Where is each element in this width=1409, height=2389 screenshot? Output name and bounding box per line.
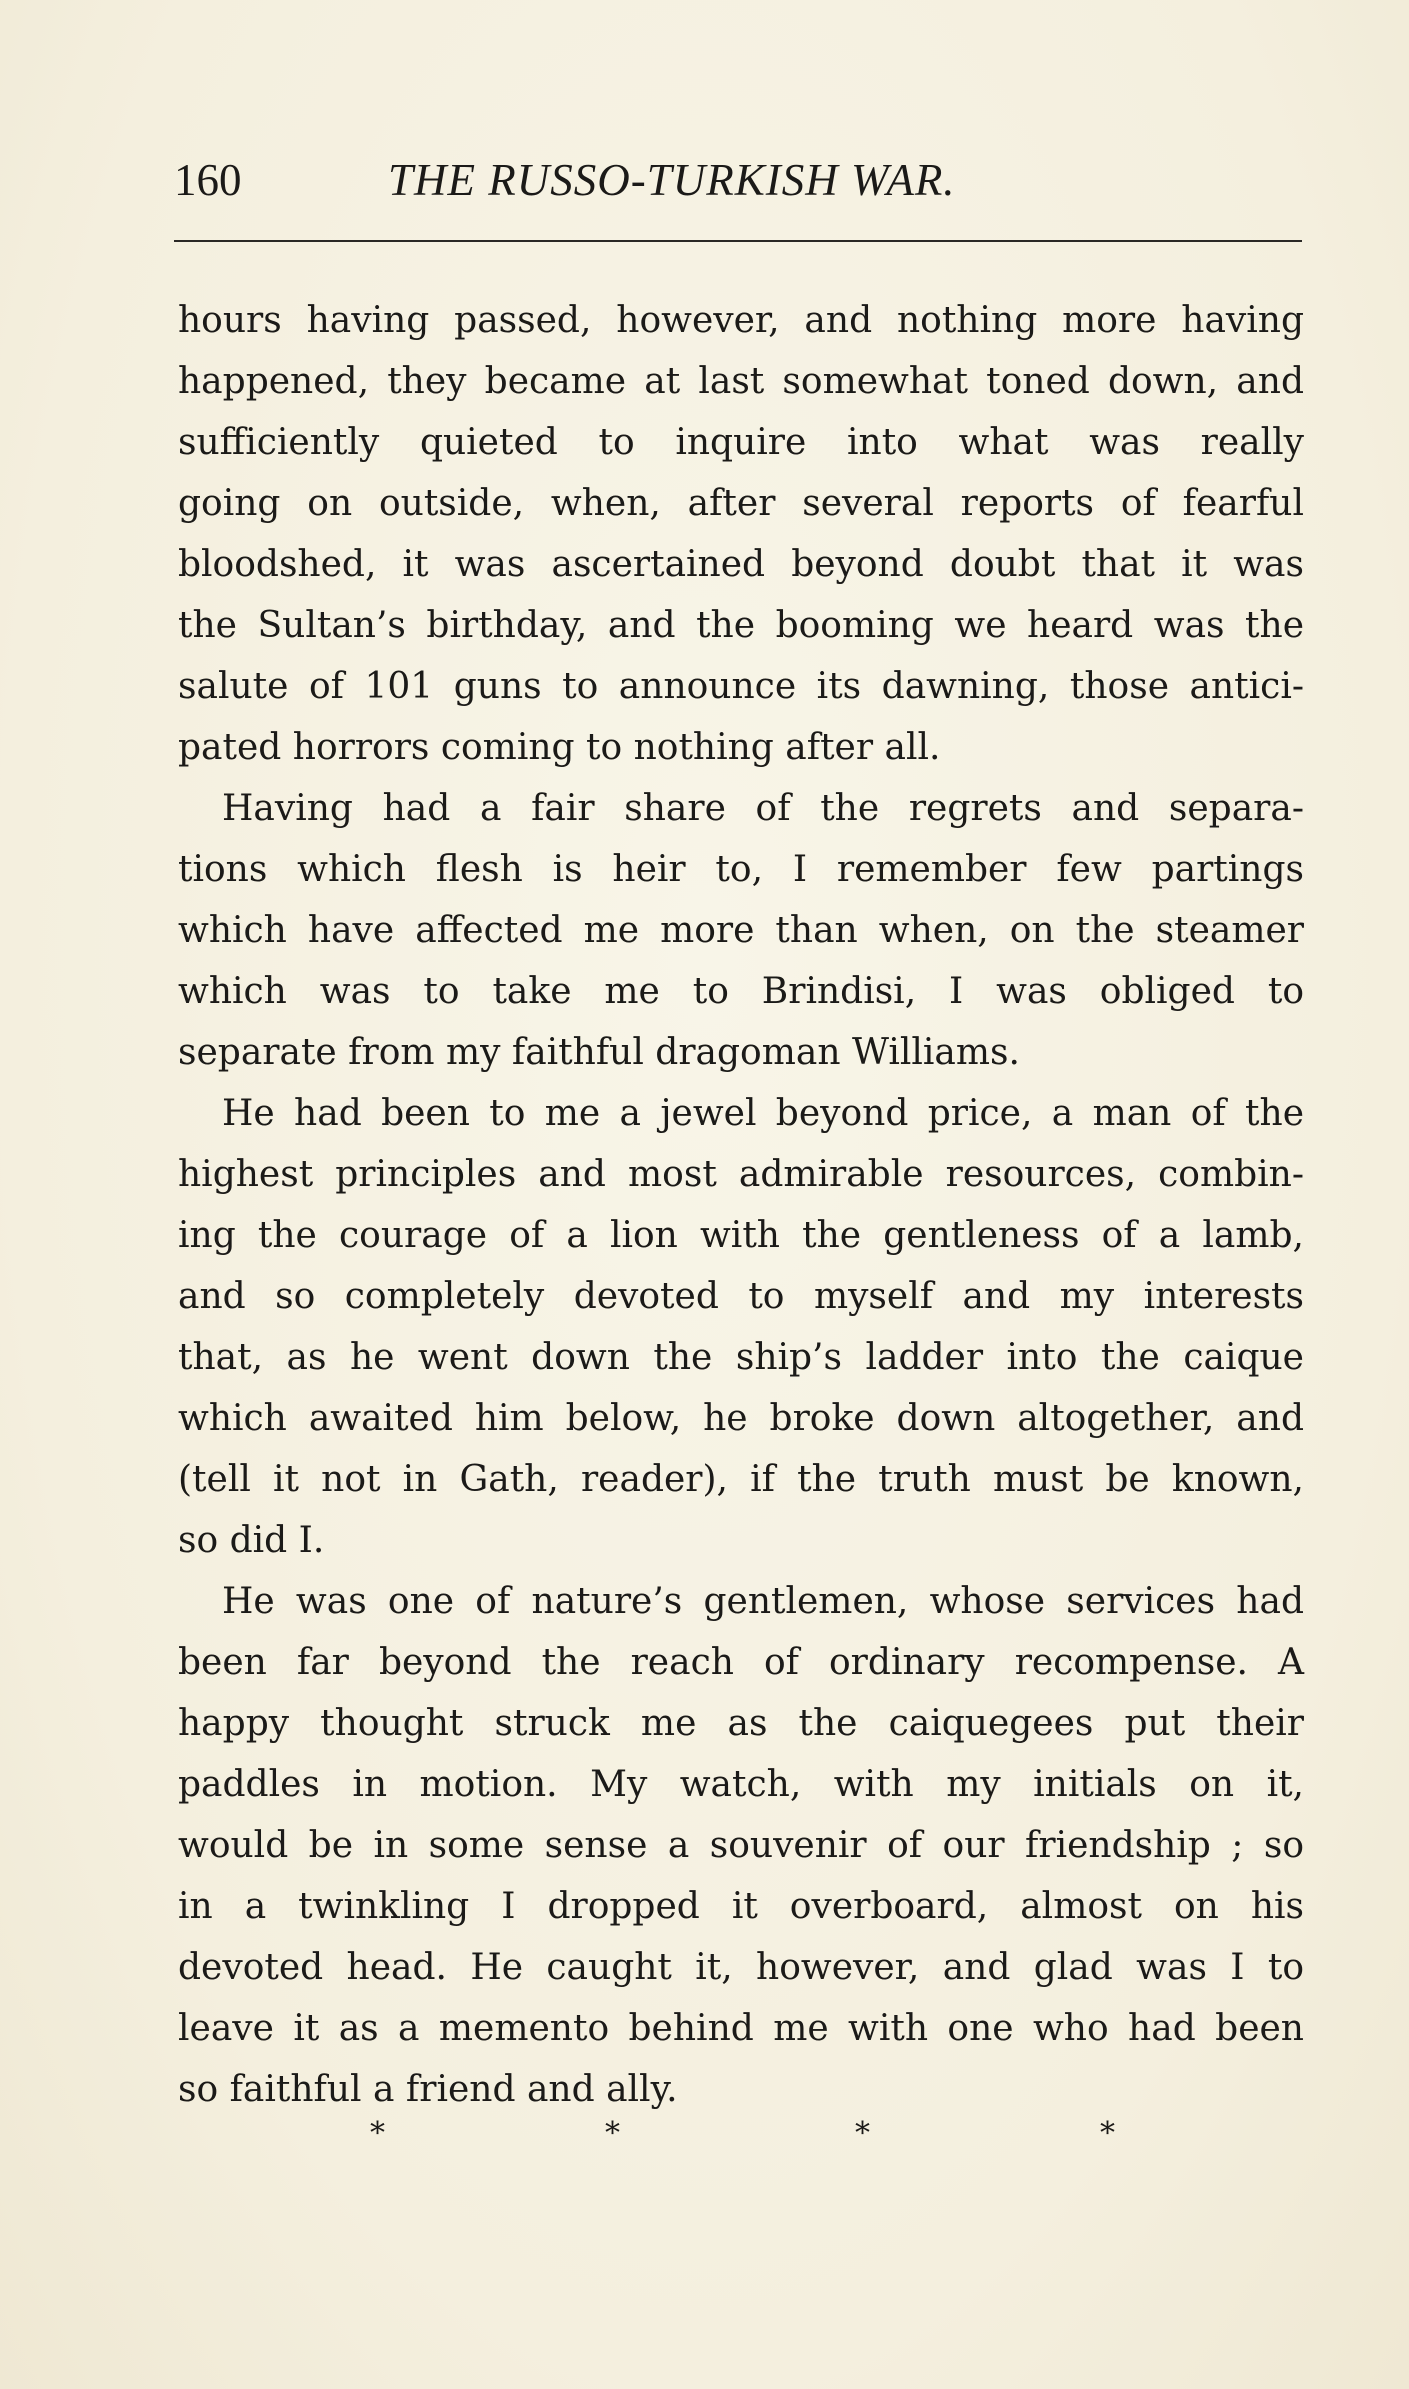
text-line: that, as he went down the ship’s ladder into the caique xyxy=(178,1337,1304,1378)
text-line: sufficiently quieted to inquire into what was really xyxy=(178,422,1304,463)
text-line: salute of 101 guns to announce its dawning, those antici- xyxy=(178,666,1304,707)
text-line: so did I. xyxy=(178,1520,325,1561)
text-line: tions which flesh is heir to, I remember few partings xyxy=(178,849,1304,890)
text-line: going on outside, when, after several reports of fearful xyxy=(178,483,1304,524)
text-line: ing the courage of a lion with the gentleness of a lamb, xyxy=(178,1215,1304,1256)
text-line: which awaited him below, he broke down altogether, and xyxy=(178,1398,1304,1439)
body-text xyxy=(178,290,1304,2120)
page-number: 160 xyxy=(174,155,242,205)
text-line: so faithful a friend and ally. xyxy=(178,2069,678,2110)
text-line: leave it as a memento behind me with one who had been xyxy=(178,2008,1304,2049)
text-line: He had been to me a jewel beyond price, a man of the xyxy=(222,1093,1304,1134)
text-line: which was to take me to Brindisi, I was obliged to xyxy=(178,971,1304,1012)
text-line: hours having passed, however, and nothing more having xyxy=(178,300,1304,341)
text-line: bloodshed, it was ascertained beyond doubt that it was xyxy=(178,544,1304,585)
text-line: which have affected me more than when, on the steamer xyxy=(178,910,1304,951)
text-line: paddles in motion. My watch, with my initials on it, xyxy=(178,1764,1304,1805)
text-line: the Sultan’s birthday, and the booming we heard was the xyxy=(178,605,1304,646)
text-line: been far beyond the reach of ordinary recompense. A xyxy=(178,1642,1304,1683)
text-line: in a twinkling I dropped it overboard, almost on his xyxy=(178,1886,1304,1927)
paragraph-4 xyxy=(178,1571,1304,2120)
text-line: Having had a fair share of the regrets and separa- xyxy=(222,788,1304,829)
text-line: and so completely devoted to myself and my interests xyxy=(178,1276,1304,1317)
text-line: devoted head. He caught it, however, and glad was I to xyxy=(178,1947,1304,1988)
header-rule xyxy=(174,240,1302,242)
asterisk: * xyxy=(605,2116,620,2151)
paragraph-2 xyxy=(178,778,1304,1083)
running-head xyxy=(174,150,1304,210)
text-line: (tell it not in Gath, reader), if the truth must be known, xyxy=(178,1459,1304,1500)
asterisk: * xyxy=(855,2116,870,2151)
section-break xyxy=(370,2104,1130,2164)
text-line: highest principles and most admirable resources, combin- xyxy=(178,1154,1304,1195)
running-title: THE RUSSO-TURKISH WAR. xyxy=(388,155,956,205)
paragraph-1 xyxy=(178,290,1304,778)
text-line: He was one of nature’s gentlemen, whose services had xyxy=(222,1581,1304,1622)
asterisk: * xyxy=(1100,2116,1115,2151)
asterisk: * xyxy=(370,2116,385,2151)
paragraph-3 xyxy=(178,1083,1304,1571)
text-line: separate from my faithful dragoman Williams. xyxy=(178,1032,1020,1073)
text-line: would be in some sense a souvenir of our friendship ; so xyxy=(178,1825,1304,1866)
text-line: happened, they became at last somewhat toned down, and xyxy=(178,361,1304,402)
text-line: pated horrors coming to nothing after all. xyxy=(178,727,941,768)
text-line: happy thought struck me as the caiquegees put their xyxy=(178,1703,1304,1744)
